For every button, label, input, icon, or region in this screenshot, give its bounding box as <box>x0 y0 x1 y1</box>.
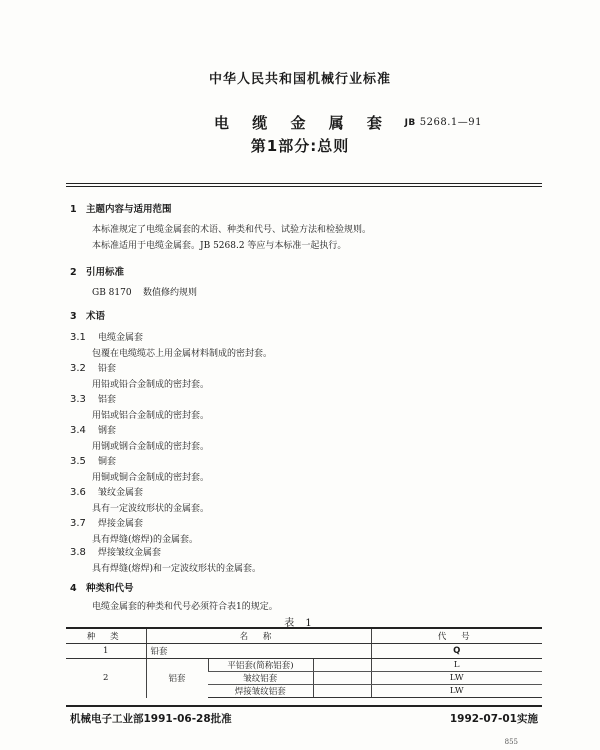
term-3-5-definition: 用铜或铜合金制成的密封套。 <box>92 473 210 483</box>
term-number: 3.1 <box>70 332 86 343</box>
section-2-paragraph-1: GB 8170 数值修约规则 <box>92 288 198 298</box>
section-number: 4 <box>70 583 77 594</box>
document-subtitle: 第1部分:总则 <box>250 137 350 155</box>
section-4-paragraph-1: 电缆金属套的种类和代号必须符合表1的规定。 <box>92 602 278 612</box>
term-3-1-definition: 包覆在电缆缆芯上用金属材料制成的密封套。 <box>92 349 273 359</box>
term-3-3 <box>70 392 116 405</box>
header-name: 名 称 <box>146 628 371 644</box>
section-number: 1 <box>70 204 77 215</box>
document-title: 电 缆 金 属 套 <box>214 114 386 132</box>
term-title: 皱纹金属套 <box>98 488 144 498</box>
cell-code: LW <box>371 672 542 685</box>
cell-code: LW <box>371 685 542 698</box>
term-3-3-definition: 用铝或铝合金制成的密封套。 <box>92 411 210 421</box>
header-code: 代 号 <box>371 628 542 644</box>
cell-kind: 1 <box>66 644 146 659</box>
term-3-5 <box>70 454 116 467</box>
term-title: 焊接皱纹金属套 <box>98 548 162 558</box>
header-kind: 种 类 <box>66 628 146 644</box>
section-1-paragraph-2: 本标准适用于电缆金属套。JB 5268.2 等应与本标准一起执行。 <box>92 241 347 251</box>
term-3-2 <box>70 361 116 374</box>
cell-code: Q <box>371 644 542 659</box>
section-number: 2 <box>70 267 77 278</box>
type-code-table <box>66 627 542 698</box>
cell-sub-name: 皱纹铝套 <box>208 672 313 685</box>
term-3-7 <box>70 516 143 529</box>
table-header-row <box>66 628 542 644</box>
issuing-organization: 中华人民共和国机械行业标准 <box>208 72 391 87</box>
term-3-4-definition: 用钢或钢合金制成的密封套。 <box>92 442 210 452</box>
table-caption: 表 1 <box>284 618 316 629</box>
section-title: 术语 <box>86 311 106 322</box>
footer-rule <box>66 705 542 707</box>
cell-code: L <box>371 659 542 672</box>
term-number: 3.2 <box>70 363 86 374</box>
section-number: 3 <box>70 311 77 322</box>
term-3-6-definition: 具有一定波纹形状的金属套。 <box>92 504 210 514</box>
term-number: 3.6 <box>70 487 86 498</box>
section-title: 种类和代号 <box>86 583 134 594</box>
implementation-line: 1992-07-01实施 <box>449 713 538 725</box>
term-3-7-definition: 具有焊缝(熔焊)的金属套。 <box>92 535 199 545</box>
term-3-4 <box>70 423 116 436</box>
term-number: 3.4 <box>70 425 86 436</box>
cell-sub-name: 焊接皱纹铝套 <box>208 685 313 698</box>
page-number: 855 <box>504 738 518 746</box>
header-rule <box>66 183 542 184</box>
term-title: 电缆金属套 <box>98 333 144 343</box>
cell-kind: 2 <box>103 673 109 684</box>
section-title: 主题内容与适用范围 <box>86 204 172 215</box>
section-1-paragraph-1: 本标准规定了电缆金属套的术语、种类和代号、试验方法和检验规则。 <box>92 225 372 235</box>
approval-line: 机械电子工业部1991-06-28批准 <box>70 713 232 725</box>
term-number: 3.3 <box>70 394 86 405</box>
term-number: 3.7 <box>70 518 86 529</box>
term-3-6 <box>70 485 143 498</box>
standard-code <box>405 117 482 128</box>
cell-sub-name: 平铝套(简称铝套) <box>208 659 313 672</box>
section-4-heading <box>70 580 134 594</box>
cell-name: 铅套 <box>146 644 371 659</box>
term-title: 焊接金属套 <box>98 519 144 529</box>
term-title: 钢套 <box>98 426 117 436</box>
term-number: 3.8 <box>70 547 86 558</box>
term-number: 3.5 <box>70 456 86 467</box>
term-3-1 <box>70 330 143 343</box>
term-title: 铜套 <box>98 457 117 467</box>
term-3-2-definition: 用铅或铅合金制成的密封套。 <box>92 380 210 390</box>
cell-spacer <box>313 685 371 698</box>
standard-code-number: 5268.1—91 <box>419 117 482 128</box>
section-2-heading <box>70 264 124 278</box>
table-row <box>66 644 542 659</box>
section-3-heading <box>70 308 105 322</box>
table-row <box>66 659 542 672</box>
term-3-8 <box>70 545 161 558</box>
cell-spacer <box>313 672 371 685</box>
term-title: 铝套 <box>98 395 117 405</box>
section-title: 引用标准 <box>86 267 125 278</box>
term-title: 铅套 <box>98 364 117 374</box>
term-3-8-definition: 具有焊缝(熔焊)和一定波纹形状的金属套。 <box>92 564 262 574</box>
cell-group-name: 铝套 <box>146 659 208 698</box>
cell-spacer <box>313 659 371 672</box>
standard-code-prefix: JB <box>404 118 416 128</box>
section-1-heading <box>70 201 172 215</box>
header-rule-secondary <box>66 186 542 187</box>
